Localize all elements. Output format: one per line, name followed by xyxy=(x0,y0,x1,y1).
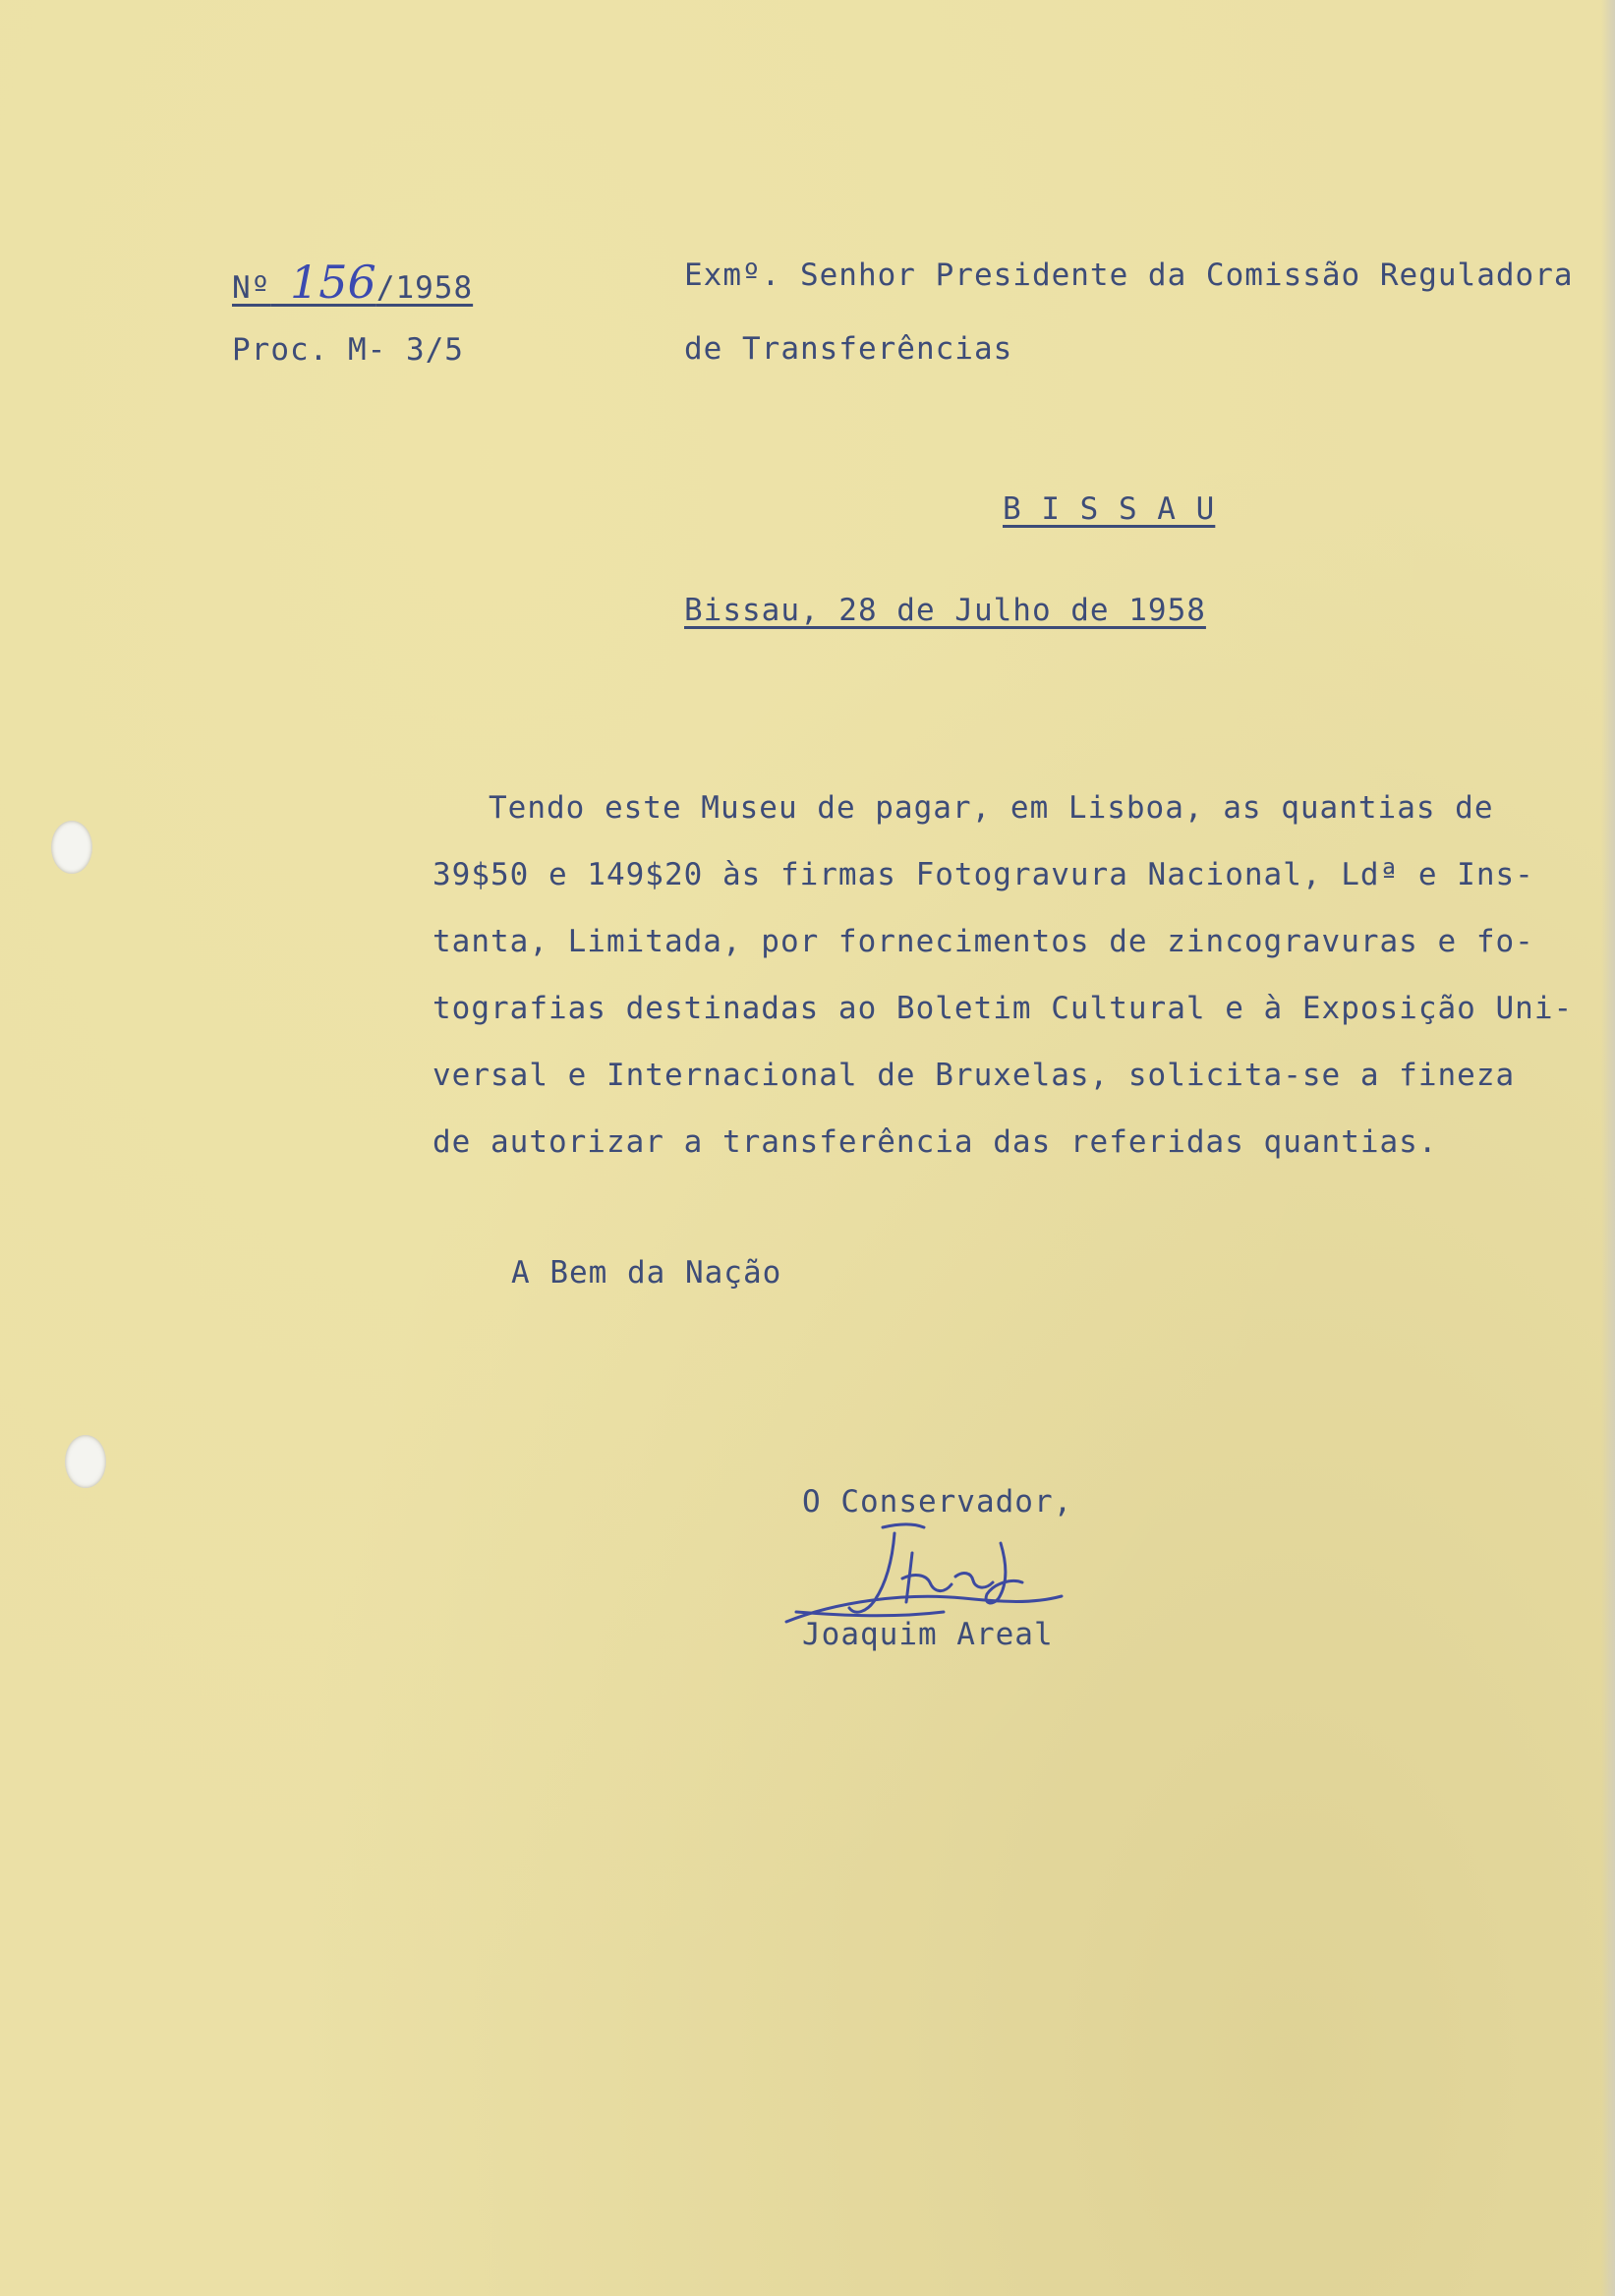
signatory-name: Joaquim Areal xyxy=(802,1617,1054,1652)
body-line-2: 39$50 e 149$20 às firmas Fotogravura Nacional, Ldª e Ins- xyxy=(433,857,1534,892)
closing-salutation: A Bem da Nação xyxy=(511,1255,782,1291)
body-line-1: Tendo este Museu de pagar, em Lisboa, as quantias de xyxy=(489,790,1494,826)
signature-title: O Conservador, xyxy=(802,1484,1073,1520)
body-line-5: versal e Internacional de Bruxelas, solicita-se a fineza xyxy=(433,1058,1516,1093)
process-reference: Proc. M- 3/5 xyxy=(232,332,464,368)
body-line-3: tanta, Limitada, por fornecimentos de zincogravuras e fo- xyxy=(433,924,1534,959)
number-prefix: Nº xyxy=(232,270,271,306)
punch-hole-top xyxy=(51,821,92,874)
date-line: Bissau, 28 de Julho de 1958 xyxy=(684,593,1206,628)
reference-number xyxy=(232,256,473,309)
body-line-6: de autorizar a transferência das referidas quantias. xyxy=(433,1124,1438,1160)
body-line-4: tografias destinadas ao Boletim Cultural e à Exposição Uni- xyxy=(433,991,1574,1026)
addressee-city: B I S S A U xyxy=(1003,491,1216,527)
paper-edge xyxy=(1601,0,1615,2296)
punch-hole-bottom xyxy=(65,1435,106,1488)
addressee-line-2: de Transferências xyxy=(684,331,1013,367)
handwritten-number: 156 xyxy=(290,256,376,309)
addressee-line-1: Exmº. Senhor Presidente da Comissão Reguladora xyxy=(684,258,1574,293)
number-year: /1958 xyxy=(375,270,474,306)
